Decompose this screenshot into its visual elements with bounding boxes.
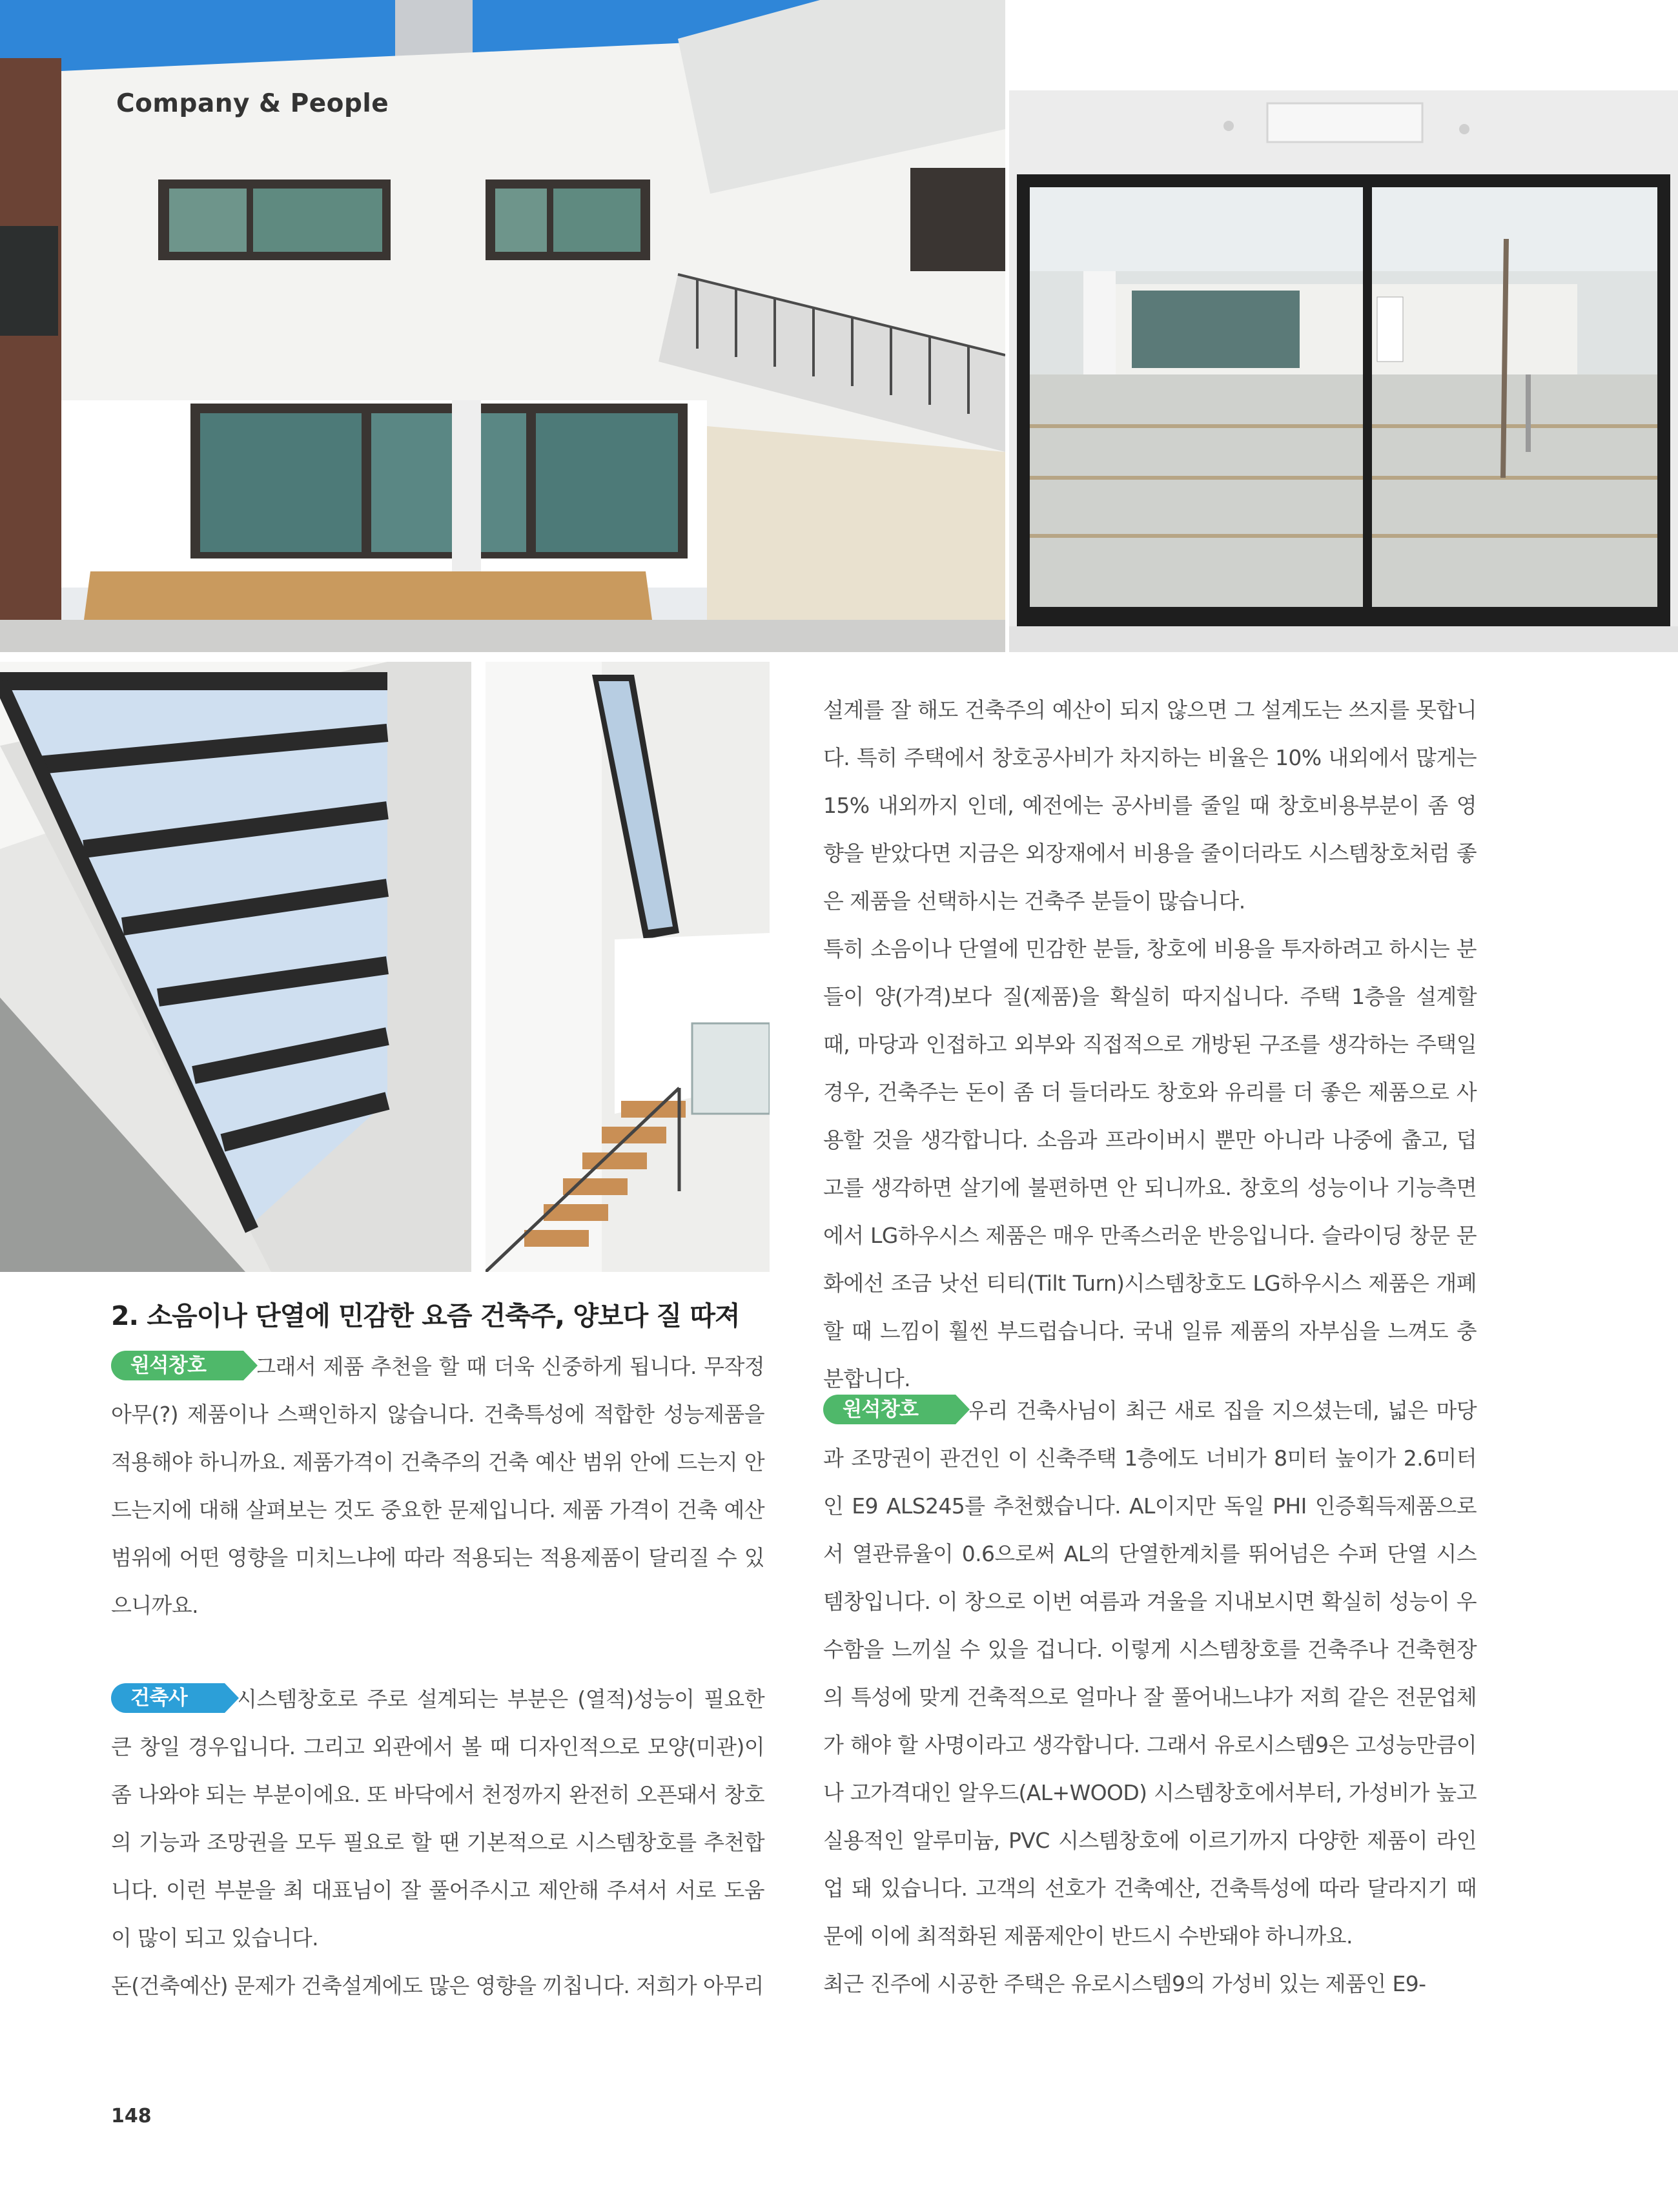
staircase-illustration <box>486 662 770 1272</box>
left-column-block-2 <box>111 1675 764 2010</box>
paragraph: 우리 건축사님이 최근 새로 집을 지으셨는데, 넓은 마당과 조망권이 관건인 이 신축주택 1층에도 너비가 8미터 높이가 2.6미터인 E9 ALS245를 추천했습니다. AL이지만 독일 PHI 인증획득제품으로서 열관류율이 0.6으로써 AL의 단열한계치를 뛰어넘은 수퍼 단열 시스템창입니다. 이 창으로 이번 여름과 겨울을 지내보시면 확실히 성능이 우수함을 느끼실 수 있을 겁니다. 이렇게 시스템창호를 건축주나 건축현장의 특성에 맞게 건축적으로 얼마나 잘 풀어내느냐가 저희 같은 전문업체가 해야 할 사명이라고 생각합니다. 그래서 유로시스템9은 고성능만큼이나 고가격대인 알우드(AL+WOOD) 시스템창호에서부터, 가성비가 높고 실용적인 알루미늄, PVC 시스템창호에 이르기까지 다양한 제품이 라인업 돼 있습니다. 고객의 선호가 건축예산, 건축특성에 따라 달라지기 때문에 이에 최적화된 제품제안이 반드시 수반돼야 하니까요. <box>823 1398 1477 1949</box>
left-column-block-1 <box>111 1343 764 1630</box>
paragraph: 그래서 제품 추천을 할 때 더욱 신중하게 됩니다. 무작정 아무(?) 제품이나 스팩인하지 않습니다. 건축특성에 적합한 성능제품을 적용해야 하니까요. 제품가격이 건축주의 건축 예산 범위 안에 드는지 안 드는지에 대해 살펴보는 것도 중요한 문제입니다. 제품 가격이 건축 예산 범위에 어떤 영향을 미치느냐에 따라 적용되는 적용제품이 달리질 수 있으니까요. <box>111 1354 764 1618</box>
page-number: 148 <box>111 2105 152 2127</box>
speaker-tag-wonseok: 원석창호 <box>111 1351 243 1380</box>
right-column-block-2 <box>823 1387 1477 2008</box>
skylight-photo <box>0 662 471 1272</box>
article-heading: 2. 소음이나 단열에 민감한 요즘 건축주, 양보다 질 따져 <box>111 1300 740 1331</box>
section-label: Company & People <box>116 89 389 118</box>
paragraph: 설계를 잘 해도 건축주의 예산이 되지 않으면 그 설계도는 쓰지를 못합니다. 특히 주택에서 창호공사비가 차지하는 비율은 10% 내외에서 많게는 15% 내외까지 인데, 예전에는 공사비를 줄일 때 창호비용부분이 좀 영향을 받았다면 지금은 외장재에서 비용을 줄이더라도 시스템창호처럼 좋은 제품을 선택하시는 건축주 분들이 많습니다. <box>823 697 1477 914</box>
speaker-tag-architect: 건축사 <box>111 1683 225 1713</box>
paragraph: 최근 진주에 시공한 주택은 유로시스템9의 가성비 있는 제품인 E9- <box>823 1971 1426 1996</box>
speaker-tag-wonseok: 원석창호 <box>823 1395 956 1424</box>
exterior-house-photo <box>0 0 1005 652</box>
paragraph: 시스템창호로 주로 설계되는 부분은 (열적)성능이 필요한 큰 창일 경우입니다. 그리고 외관에서 볼 때 디자인적으로 모양(미관)이 좀 나와야 되는 부분이에요. 또 바닥에서 천정까지 완전히 오픈돼서 창호의 기능과 조망권을 모두 필요로 할 땐 기본적으로 시스템창호를 추천합니다. 이런 부분을 최 대표님이 잘 풀어주시고 제안해 주셔서 서로 도움이 많이 되고 있습니다. <box>111 1686 764 1951</box>
interior-courtyard-illustration <box>1009 90 1678 652</box>
paragraph: 특히 소음이나 단열에 민감한 분들, 창호에 비용을 투자하려고 하시는 분들이 양(가격)보다 질(제품)을 확실히 따지십니다. 주택 1층을 설계할 때, 마당과 인접하고 외부와 직접적으로 개방된 구조를 생각하는 주택일 경우, 건축주는 돈이 좀 더 들더라도 창호와 유리를 더 좋은 제품으로 사용할 것을 생각합니다. 소음과 프라이버시 뿐만 아니라 나중에 춥고, 덥고를 생각하면 살기에 불편하면 안 되니까요. 창호의 성능이나 기능측면에서 LG하우시스 제품은 매우 만족스러운 반응입니다. 슬라이딩 창문 문화에선 조금 낫선 티티(Tilt Turn)시스템창호도 LG하우시스 제품은 개폐할 때 느낌이 훨씬 부드럽습니다. 국내 일류 제품의 자부심을 느껴도 충분합니다. <box>823 936 1477 1391</box>
interior-courtyard-photo <box>1009 90 1678 652</box>
skylight-illustration <box>0 662 471 1272</box>
staircase-photo <box>486 662 770 1272</box>
paragraph: 돈(건축예산) 문제가 건축설계에도 많은 영향을 끼칩니다. 저희가 아무리 <box>111 1973 764 1998</box>
right-column-block-1 <box>823 686 1477 1403</box>
